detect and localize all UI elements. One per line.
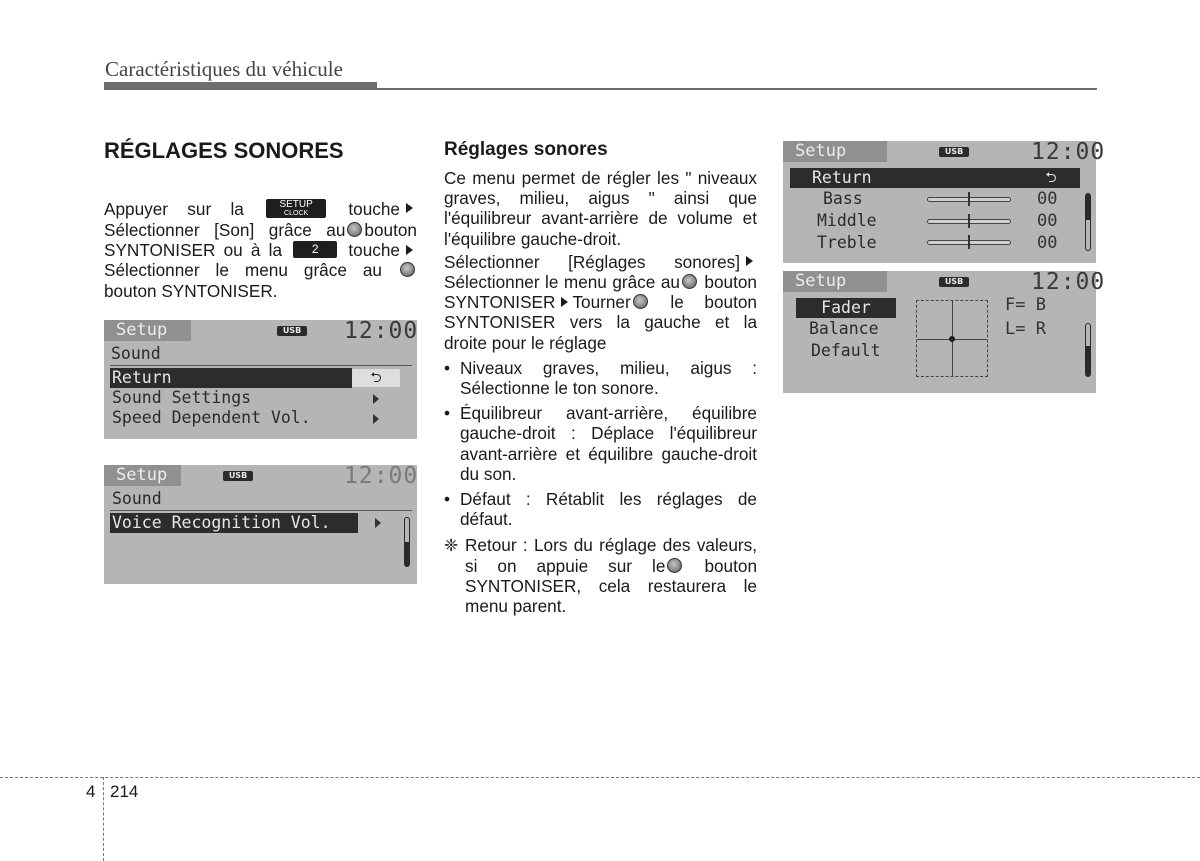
fader-balance-grid xyxy=(916,300,988,377)
arrow-right-icon xyxy=(746,256,753,266)
bass-slider xyxy=(927,197,1011,202)
text-fragment: bouton SYNTONISER xyxy=(444,272,757,313)
middle-value: 00 xyxy=(1037,211,1058,231)
instruction-paragraph xyxy=(104,199,417,301)
text-fragment: bouton xyxy=(364,219,417,240)
setup-clock-button-icon xyxy=(266,199,326,218)
bass-slider-knob xyxy=(968,192,970,206)
text-fragment: Sélectionner [Réglages sonores] xyxy=(444,251,740,272)
bullet-icon: • xyxy=(444,403,451,424)
text-fragment: SYNTONISER ou à la xyxy=(104,240,283,261)
chapter-number: 4 xyxy=(86,782,96,801)
middle-slider-knob xyxy=(968,214,970,228)
lcd-scrollbar xyxy=(1085,323,1091,377)
clock-label: CLOCK xyxy=(284,209,309,217)
return-icon: ⮌ xyxy=(1045,170,1057,186)
setup-label: SETUP xyxy=(279,198,313,210)
footer-vertical-rule xyxy=(103,777,104,861)
lcd-divider xyxy=(110,365,412,366)
return-icon: ⮌ xyxy=(352,369,400,387)
bullet-icon: • xyxy=(444,489,451,510)
preset-2-button-icon: 2 xyxy=(293,241,337,258)
list-item xyxy=(444,358,757,398)
lcd-title: Setup xyxy=(116,465,168,485)
text-fragment: bouton SYNTONISER. xyxy=(104,280,278,301)
lcd-scrollbar-thumb xyxy=(1086,346,1090,376)
lcd-row-bass: Bass xyxy=(823,189,863,208)
chevron-right-icon xyxy=(373,414,379,424)
usb-icon: USB xyxy=(223,471,253,481)
footer-rule xyxy=(0,777,1200,778)
list-item-text: Niveaux graves, milieu, aigus : Sélectionne le ton sonore. xyxy=(460,357,757,399)
lcd-row-middle: Middle xyxy=(817,211,877,230)
lcd-scrollbar xyxy=(1085,193,1091,251)
lcd-submenu-title: Sound xyxy=(112,489,162,508)
text-fragment: Sélectionner le menu grâce au xyxy=(104,260,382,281)
lcd-row-speed-dependent-vol: Speed Dependent Vol. xyxy=(112,408,311,427)
note-paragraph xyxy=(444,535,757,616)
lcd-row-default: Default xyxy=(811,341,881,360)
lcd-divider xyxy=(110,510,412,511)
bullet-list xyxy=(444,358,757,530)
list-item xyxy=(444,489,757,529)
treble-slider xyxy=(927,240,1011,245)
list-item-text: Équilibreur avant-arrière, équilibre gauche-droit : Déplace l'équilibreur avant-arrière et équilibre gauche-droit du son. xyxy=(460,403,757,484)
arrow-right-icon xyxy=(561,297,568,307)
lcd-row-fader: Fader xyxy=(796,298,896,318)
lcd-clock: 12:00 xyxy=(1031,269,1106,295)
usb-icon: USB xyxy=(939,277,969,287)
intro-paragraph: Ce menu permet de régler les " niveaux graves, milieu, aigus " ainsi que l'équilibreur avant-arrière de volume et l'équilibre gauche-droit. xyxy=(444,168,757,249)
lcd-submenu-title: Sound xyxy=(111,344,161,363)
lcd-row-voice-recognition-vol: Voice Recognition Vol. xyxy=(110,513,358,533)
lcd-title: Setup xyxy=(795,141,847,161)
text-fragment: Retour : Lors du réglage des valeurs, si on appuie sur le xyxy=(465,535,757,576)
fader-value: F= B xyxy=(1005,295,1046,315)
arrow-right-icon xyxy=(406,203,413,213)
column-left xyxy=(104,135,417,301)
text-fragment: Sélectionner [Son] grâce au xyxy=(104,219,346,240)
subsection-heading: Réglages sonores xyxy=(444,139,608,160)
lcd-scrollbar xyxy=(404,517,410,567)
lcd-title: Setup xyxy=(116,320,168,340)
text-fragment: touche xyxy=(348,199,400,219)
lcd-clock: 12:00 xyxy=(344,318,419,344)
middle-slider xyxy=(927,219,1011,224)
tune-knob-icon xyxy=(400,262,415,277)
bullet-icon: • xyxy=(444,357,451,378)
section-heading: RÉGLAGES SONORES xyxy=(104,138,344,163)
balance-value: L= R xyxy=(1005,319,1046,339)
treble-value: 00 xyxy=(1037,233,1058,253)
text-fragment: bouton SYNTONISER, cela restaurera le menu parent. xyxy=(465,555,758,617)
tune-knob-icon xyxy=(347,222,362,237)
lcd-row-return: Return xyxy=(790,168,1080,188)
text-fragment: Tourner xyxy=(572,292,631,313)
lcd-screen-tone-settings xyxy=(783,139,1106,263)
text-fragment: Appuyer sur la xyxy=(104,199,244,219)
note-icon: ❈ xyxy=(444,535,459,556)
instruction-paragraph xyxy=(444,252,757,353)
chevron-right-icon xyxy=(373,394,379,404)
text-fragment: le bouton SYNTONISER vers la gauche et la droite pour le réglage xyxy=(444,292,757,353)
page-number: 214 xyxy=(110,782,139,801)
lcd-clock: 12:00 xyxy=(1031,139,1106,165)
lcd-row-return: Return xyxy=(110,368,352,388)
lcd-scrollbar-thumb xyxy=(405,542,409,566)
list-item xyxy=(444,403,757,484)
tune-knob-icon xyxy=(633,294,648,309)
lcd-scrollbar-thumb xyxy=(1086,194,1090,220)
lcd-row-balance: Balance xyxy=(809,319,879,338)
lcd-row-sound-settings: Sound Settings xyxy=(112,388,252,407)
tune-knob-icon xyxy=(682,274,697,289)
chevron-right-icon xyxy=(375,518,381,528)
arrow-right-icon xyxy=(406,245,413,255)
list-item-text: Défaut : Rétablit les réglages de défaut. xyxy=(460,489,757,530)
lcd-clock: 12:00 xyxy=(344,463,419,489)
text-fragment: Sélectionner le menu grâce au xyxy=(444,272,680,293)
lcd-screen-sound-menu xyxy=(104,320,417,439)
text-fragment: touche xyxy=(348,240,400,261)
usb-icon: USB xyxy=(939,147,969,157)
usb-icon: USB xyxy=(277,326,307,336)
page-header-title: Caractéristiques du véhicule xyxy=(105,57,343,81)
column-middle xyxy=(444,135,757,616)
tune-knob-icon xyxy=(667,558,682,573)
treble-slider-knob xyxy=(968,235,970,249)
lcd-title: Setup xyxy=(795,271,847,291)
lcd-screen-fader-balance xyxy=(783,269,1106,393)
grid-center-point xyxy=(949,336,955,342)
lcd-screen-voice-recognition xyxy=(104,465,417,584)
header-rule xyxy=(104,88,1097,90)
lcd-row-treble: Treble xyxy=(817,233,877,252)
bass-value: 00 xyxy=(1037,189,1058,209)
